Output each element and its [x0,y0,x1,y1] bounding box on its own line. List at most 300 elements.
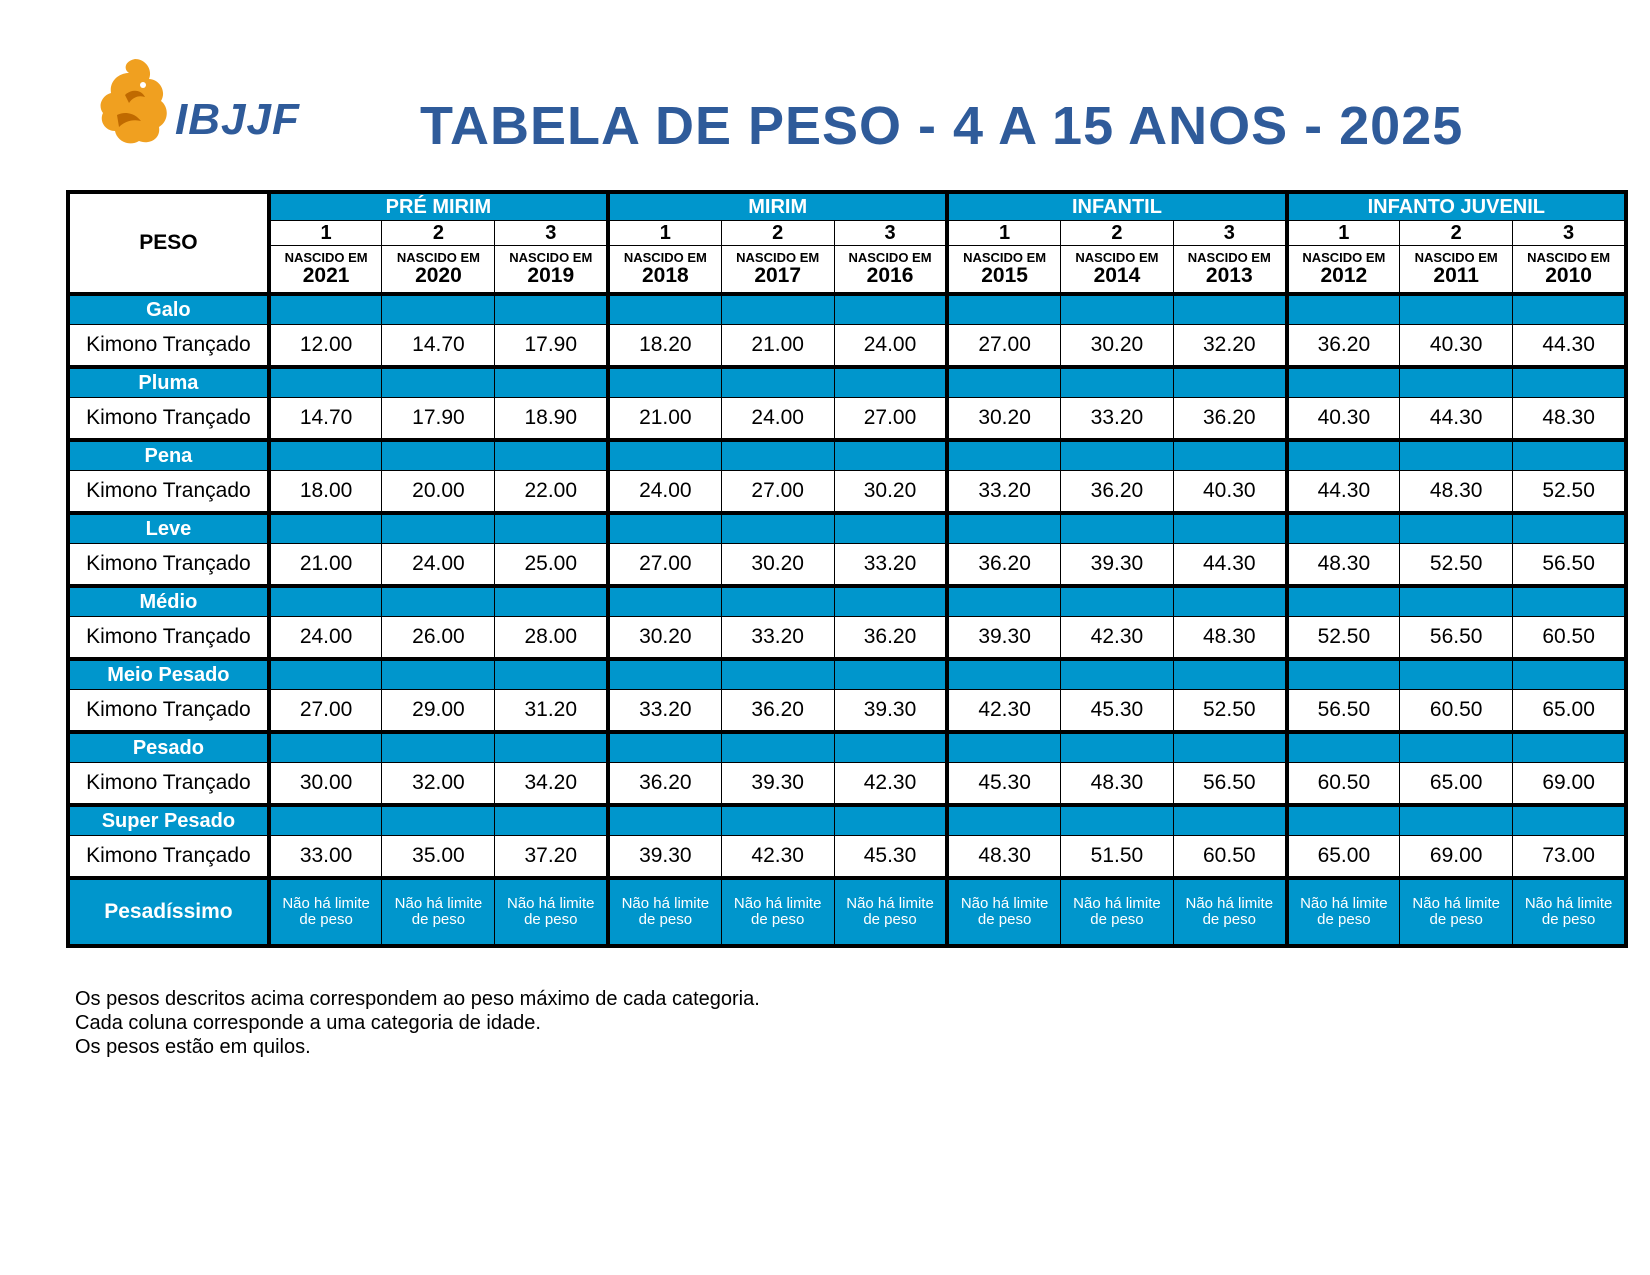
born-label: NASCIDO EM [623,250,707,266]
blank-cell [721,440,834,471]
blank-cell [382,294,495,325]
weight-class-name: Super Pesado [68,805,269,836]
weight-value: 32.20 [1173,325,1286,368]
blank-cell [947,294,1060,325]
note-line: Cada coluna corresponde a uma categoria de idade. [75,1012,541,1034]
weight-value: 21.00 [608,398,721,441]
birth-year: 2015 [981,263,1028,287]
weight-value: 27.00 [834,398,947,441]
no-limit-line2: de peso [977,911,1032,928]
blank-cell [834,732,947,763]
no-limit-line1: Não há limite [1073,894,1161,912]
born-label: NASCIDO EM [1187,250,1271,266]
blank-cell [1400,586,1513,617]
weight-value: 30.20 [834,471,947,514]
blank-cell [495,659,608,690]
level-cell: 3 [495,221,608,246]
blank-cell [1400,440,1513,471]
blank-cell [1287,659,1400,690]
weight-value: 48.30 [1513,398,1626,441]
gi-label: Kimono Trançado [68,836,269,879]
blank-cell [947,659,1060,690]
level-cell: 1 [947,221,1060,246]
weight-value: 33.20 [1060,398,1173,441]
category-header: INFANTIL [947,192,1286,221]
weight-value: 17.90 [495,325,608,368]
blank-cell [608,732,721,763]
weight-value: 52.50 [1287,617,1400,660]
category-header: INFANTO JUVENIL [1287,192,1626,221]
weight-class-row [68,367,1626,398]
no-limit-line2: de peso [1429,911,1483,928]
no-limit-cell [608,878,721,946]
weight-values-row [68,617,1626,660]
weight-value: 51.50 [1060,836,1173,879]
blank-cell [1173,659,1286,690]
blank-cell [495,586,608,617]
no-limit-line1: Não há limite [1300,894,1388,912]
birth-year: 2012 [1320,263,1368,287]
weight-class-name: Meio Pesado [68,659,269,690]
blank-cell [1513,513,1626,544]
no-limit-line2: de peso [1317,911,1371,928]
birth-year-row [68,246,1626,295]
weight-value: 27.00 [721,471,834,514]
category-header-row [68,192,1626,221]
weight-value: 17.90 [382,398,495,441]
weight-class-row [68,440,1626,471]
blank-cell [1060,805,1173,836]
blank-cell [947,732,1060,763]
no-limit-line2: de peso [1202,911,1256,928]
weight-value: 27.00 [269,690,382,733]
blank-cell [1060,586,1173,617]
born-label: NASCIDO EM [1302,250,1386,266]
birth-year-cell [834,246,947,295]
blank-cell [1173,805,1286,836]
blank-cell [608,513,721,544]
level-cell: 1 [1287,221,1400,246]
blank-cell [1400,294,1513,325]
weight-value: 60.50 [1287,763,1400,806]
weight-value: 21.00 [721,325,834,368]
birth-year-cell [1287,246,1400,295]
weight-values-row [68,398,1626,441]
blank-cell [495,805,608,836]
weight-class-name: Pena [68,440,269,471]
weight-value: 45.30 [947,763,1060,806]
blank-cell [608,659,721,690]
no-limit-line2: de peso [1090,911,1144,928]
weight-class-row [68,513,1626,544]
level-cell: 2 [1060,221,1173,246]
blank-cell [1513,659,1626,690]
weight-value: 44.30 [1400,398,1513,441]
weight-value: 48.30 [1400,471,1513,514]
blank-cell [1287,732,1400,763]
blank-cell [1287,440,1400,471]
weight-value: 52.50 [1173,690,1286,733]
blank-cell [269,294,382,325]
weight-value: 36.20 [721,690,834,733]
lion-emblem-icon [95,55,175,150]
blank-cell [608,367,721,398]
birth-year: 2013 [1205,263,1253,287]
blank-cell [721,513,834,544]
weight-class-name: Pesado [68,732,269,763]
blank-cell [382,732,495,763]
blank-cell [1060,294,1173,325]
blank-cell [721,294,834,325]
gi-label: Kimono Trançado [68,471,269,514]
weight-value: 39.30 [947,617,1060,660]
born-label: NASCIDO EM [509,250,593,266]
weight-value: 34.20 [495,763,608,806]
weight-value: 44.30 [1287,471,1400,514]
weight-value: 52.50 [1513,471,1626,514]
no-limit-cell [269,878,382,946]
birth-year: 2017 [754,263,802,287]
blank-cell [1173,294,1286,325]
weight-class-row [68,805,1626,836]
weight-values-row [68,471,1626,514]
weight-table [66,190,1628,948]
blank-cell [721,586,834,617]
blank-cell [947,513,1060,544]
weight-value: 14.70 [382,325,495,368]
birth-year-cell [382,246,495,295]
no-limit-line2: de peso [299,911,353,928]
weight-value: 18.20 [608,325,721,368]
no-limit-cell [834,878,947,946]
weight-value: 30.20 [721,544,834,587]
blank-cell [382,805,495,836]
weight-class-row [68,659,1626,690]
blank-cell [1287,586,1400,617]
no-limit-line2: de peso [638,911,693,928]
blank-cell [495,294,608,325]
weight-value: 22.00 [495,471,608,514]
born-label: NASCIDO EM [284,250,368,266]
blank-cell [382,440,495,471]
blank-cell [1173,732,1286,763]
weight-value: 39.30 [721,763,834,806]
born-label: NASCIDO EM [848,250,932,266]
weight-value: 24.00 [608,471,721,514]
weight-value: 24.00 [269,617,382,660]
no-limit-line1: Não há limite [621,894,710,912]
weight-values-row [68,544,1626,587]
blank-cell [1400,513,1513,544]
birth-year-cell [269,246,382,295]
gi-label: Kimono Trançado [68,544,269,587]
weight-value: 56.50 [1173,763,1286,806]
ibjjf-logo [95,55,325,155]
birth-year-cell [947,246,1060,295]
blank-cell [269,440,382,471]
blank-cell [1060,367,1173,398]
blank-cell [721,367,834,398]
blank-cell [382,367,495,398]
level-cell: 1 [269,221,382,246]
blank-cell [1173,440,1286,471]
weight-value: 73.00 [1513,836,1626,879]
weight-value: 37.20 [495,836,608,879]
weight-value: 36.20 [608,763,721,806]
blank-cell [834,440,947,471]
blank-cell [1400,732,1513,763]
page-title: TABELA DE PESO - 4 A 15 ANOS - 2025 [420,96,1464,156]
born-label: NASCIDO EM [1414,250,1498,266]
weight-class-row [68,732,1626,763]
weight-value: 12.00 [269,325,382,368]
blank-cell [1173,513,1286,544]
weight-value: 42.30 [834,763,947,806]
blank-cell [1400,367,1513,398]
weight-value: 25.00 [495,544,608,587]
weight-value: 30.20 [947,398,1060,441]
gi-label: Kimono Trançado [68,690,269,733]
blank-cell [608,586,721,617]
no-limit-line2: de peso [524,911,578,928]
weight-value: 44.30 [1173,544,1286,587]
blank-cell [1400,805,1513,836]
weight-value: 33.20 [947,471,1060,514]
blank-cell [269,732,382,763]
peso-header: PESO [68,192,269,294]
blank-cell [947,586,1060,617]
blank-cell [608,805,721,836]
gi-label: Kimono Trançado [68,763,269,806]
weight-value: 30.20 [608,617,721,660]
weight-value: 60.50 [1400,690,1513,733]
weight-value: 20.00 [382,471,495,514]
weight-value: 36.20 [834,617,947,660]
weight-value: 56.50 [1400,617,1513,660]
weight-value: 48.30 [1173,617,1286,660]
level-cell: 2 [1400,221,1513,246]
blank-cell [1060,440,1173,471]
weight-value: 60.50 [1513,617,1626,660]
weight-value: 44.30 [1513,325,1626,368]
weight-class-name: Leve [68,513,269,544]
birth-year-cell [1173,246,1286,295]
no-limit-line1: Não há limite [846,894,934,912]
level-cell: 3 [1173,221,1286,246]
weight-value: 24.00 [721,398,834,441]
weight-value: 32.00 [382,763,495,806]
birth-year: 2018 [641,263,689,287]
blank-cell [947,440,1060,471]
birth-year-cell [495,246,608,295]
born-label: NASCIDO EM [1527,250,1611,266]
blank-cell [1060,513,1173,544]
blank-cell [1513,367,1626,398]
blank-cell [495,732,608,763]
blank-cell [1513,732,1626,763]
blank-cell [834,659,947,690]
blank-cell [1287,367,1400,398]
no-limit-line1: Não há limite [506,894,595,912]
gi-label: Kimono Trançado [68,617,269,660]
no-limit-cell [1513,878,1626,946]
birth-year-cell [1060,246,1173,295]
no-limit-line1: Não há limite [394,894,483,912]
blank-cell [382,586,495,617]
blank-cell [1060,659,1173,690]
level-cell: 3 [1513,221,1626,246]
weight-value: 29.00 [382,690,495,733]
weight-value: 60.50 [1173,836,1286,879]
weight-value: 40.30 [1287,398,1400,441]
no-limit-line1: Não há limite [1412,894,1500,912]
blank-cell [834,513,947,544]
weight-value: 35.00 [382,836,495,879]
blank-cell [269,805,382,836]
no-limit-cell [382,878,495,946]
blank-cell [947,805,1060,836]
blank-cell [608,294,721,325]
blank-cell [1513,805,1626,836]
weight-value: 33.00 [269,836,382,879]
no-limit-line1: Não há limite [1185,894,1274,912]
blank-cell [269,659,382,690]
level-row [68,221,1626,246]
blank-cell [1513,586,1626,617]
no-limit-line2: de peso [411,911,466,928]
blank-cell [608,440,721,471]
weight-value: 33.20 [834,544,947,587]
weight-value: 30.00 [269,763,382,806]
blank-cell [1060,732,1173,763]
birth-year: 2011 [1433,263,1479,287]
birth-year-cell [608,246,721,295]
category-header: MIRIM [608,192,947,221]
no-limit-cell [1400,878,1513,946]
blank-cell [269,367,382,398]
weight-value: 14.70 [269,398,382,441]
weight-value: 48.30 [1060,763,1173,806]
level-cell: 1 [608,221,721,246]
no-limit-line2: de peso [863,911,917,928]
note-line: Os pesos estão em quilos. [75,1036,311,1058]
weight-value: 36.20 [1287,325,1400,368]
weight-value: 36.20 [947,544,1060,587]
no-limit-cell [1173,878,1286,946]
blank-cell [834,367,947,398]
weight-value: 40.30 [1400,325,1513,368]
weight-value: 27.00 [947,325,1060,368]
weight-value: 18.00 [269,471,382,514]
no-limit-line2: de peso [1541,911,1596,928]
footnotes [75,987,760,1059]
born-label: NASCIDO EM [396,250,480,266]
blank-cell [382,659,495,690]
weight-value: 45.30 [1060,690,1173,733]
no-limit-cell [495,878,608,946]
weight-values-row [68,690,1626,733]
weight-value: 26.00 [382,617,495,660]
birth-year: 2014 [1093,263,1141,287]
weight-value: 56.50 [1513,544,1626,587]
blank-cell [1173,586,1286,617]
blank-cell [1513,294,1626,325]
blank-cell [495,367,608,398]
weight-value: 48.30 [1287,544,1400,587]
birth-year: 2019 [527,263,575,287]
level-cell: 2 [382,221,495,246]
weight-value: 65.00 [1513,690,1626,733]
note-line: Os pesos descritos acima correspondem ao peso máximo de cada categoria. [75,988,760,1010]
birth-year: 2010 [1545,263,1592,287]
level-cell: 2 [721,221,834,246]
weight-class-name: Médio [68,586,269,617]
weight-value: 18.90 [495,398,608,441]
weight-value: 65.00 [1400,763,1513,806]
blank-cell [721,732,834,763]
weight-value: 33.20 [721,617,834,660]
weight-value: 21.00 [269,544,382,587]
weight-value: 36.20 [1173,398,1286,441]
weight-class-row [68,586,1626,617]
weight-value: 65.00 [1287,836,1400,879]
weight-value: 48.30 [947,836,1060,879]
blank-cell [1513,440,1626,471]
weight-value: 42.30 [947,690,1060,733]
blank-cell [382,513,495,544]
weight-value: 45.30 [834,836,947,879]
weight-value: 24.00 [382,544,495,587]
weight-value: 42.30 [721,836,834,879]
blank-cell [834,586,947,617]
weight-value: 27.00 [608,544,721,587]
no-limit-cell [947,878,1060,946]
weight-values-row [68,763,1626,806]
weight-values-row [68,836,1626,879]
weight-value: 39.30 [834,690,947,733]
no-limit-cell [1060,878,1173,946]
blank-cell [1173,367,1286,398]
blank-cell [1287,805,1400,836]
weight-value: 52.50 [1400,544,1513,587]
no-limit-cell [1287,878,1400,946]
weight-value: 33.20 [608,690,721,733]
blank-cell [495,440,608,471]
no-limit-line2: de peso [750,911,805,928]
blank-cell [834,805,947,836]
weight-value: 31.20 [495,690,608,733]
weight-value: 42.30 [1060,617,1173,660]
no-limit-line1: Não há limite [960,894,1049,912]
weight-value: 36.20 [1060,471,1173,514]
blank-cell [834,294,947,325]
weight-value: 24.00 [834,325,947,368]
weight-value: 39.30 [1060,544,1173,587]
blank-cell [269,586,382,617]
birth-year-cell [1513,246,1626,295]
weight-value: 28.00 [495,617,608,660]
no-limit-line1: Não há limite [1524,894,1613,912]
weight-values-row [68,325,1626,368]
weight-class-name: Galo [68,294,269,325]
blank-cell [269,513,382,544]
weight-value: 40.30 [1173,471,1286,514]
weight-value: 30.20 [1060,325,1173,368]
born-label: NASCIDO EM [963,250,1047,266]
level-cell: 3 [834,221,947,246]
birth-year: 2021 [302,263,350,287]
weight-class-name: Pluma [68,367,269,398]
